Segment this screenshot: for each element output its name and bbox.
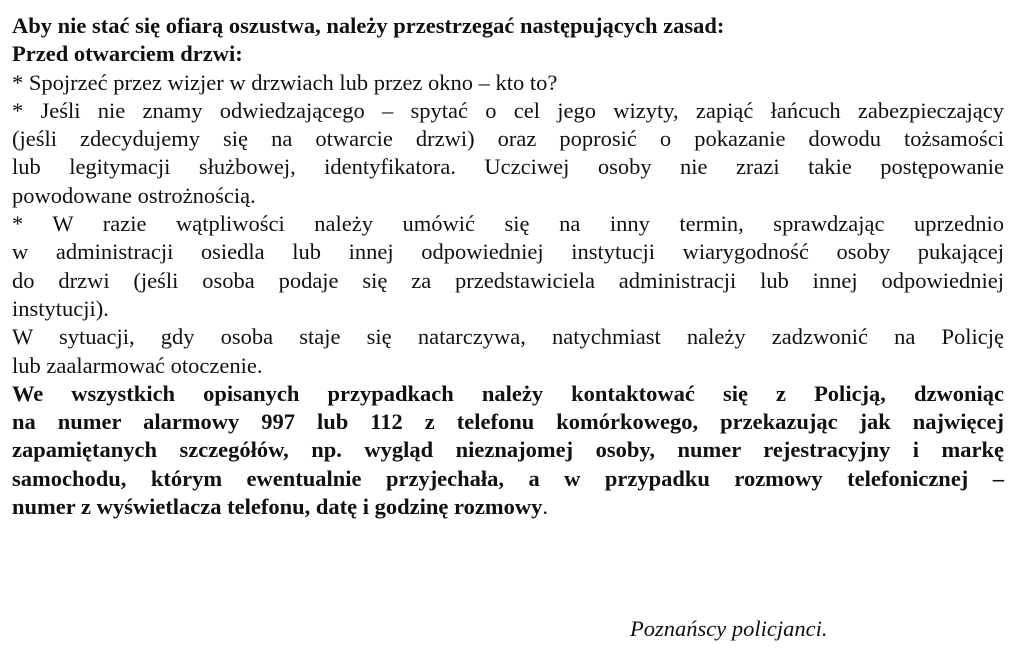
text-line: * W razie wątpliwości należy umówić się na inny termin, sprawdzając uprzednio <box>12 211 1004 237</box>
bold-text-line: samochodu, którym ewentualnie przyjechała, a w przypadku rozmowy telefonicznej – <box>12 465 1004 491</box>
signature: Poznańscy policjanci. <box>630 616 828 641</box>
text-line: W sytuacji, gdy osoba staje się natarczywa, natychmiast należy zadzwonić na Policję <box>12 324 1004 350</box>
final-line <box>12 493 1004 521</box>
text-line: (jeśli zdecydujemy się na otwarcie drzwi) oraz poprosić o pokazanie dowodu tożsamości <box>12 126 1004 152</box>
text-line: instytucji). <box>12 295 109 321</box>
bold-text-line: zapamiętanych szczegółów, np. wygląd nieznajomej osoby, numer rejestracyjny i markę <box>12 437 1004 463</box>
text-line: lub legitymacji służbowej, identyfikatora. Uczciwej osoby nie zrazi takie postępowanie <box>12 154 1004 180</box>
text-line: powodowane ostrożnością. <box>12 182 256 208</box>
text-line: do drzwi (jeśli osoba podaje się za przedstawiciela administracji lub innej odpowiedniej <box>12 267 1004 293</box>
section-subheading: Przed otwarciem drzwi: <box>12 41 243 67</box>
bold-text-line: numer z wyświetlacza telefonu, datę i godzinę rozmowy <box>12 494 543 520</box>
bold-text-line: We wszystkich opisanych przypadkach należy kontaktować się z Policją, dzwoniąc <box>12 380 1004 406</box>
text-line: w administracji osiedla lub innej odpowiedniej instytucji wiarygodność osoby pukającej <box>12 239 1004 265</box>
text-line: * Jeśli nie znamy odwiedzającego – spytać o cel jego wizyty, zapiąć łańcuch zabezpieczający <box>12 97 1004 123</box>
text-line: lub zaalarmować otoczenie. <box>12 352 263 378</box>
document-heading: Aby nie stać się ofiarą oszustwa, należy przestrzegać następujących zasad: <box>12 13 725 38</box>
document-body <box>12 12 1004 521</box>
bold-text-line: na numer alarmowy 997 lub 112 z telefonu komórkowego, przekazując jak najwięcej <box>12 409 1004 435</box>
text-line: * Spojrzeć przez wizjer w drzwiach lub przez okno – kto to? <box>12 69 558 95</box>
final-period: . <box>542 494 548 520</box>
